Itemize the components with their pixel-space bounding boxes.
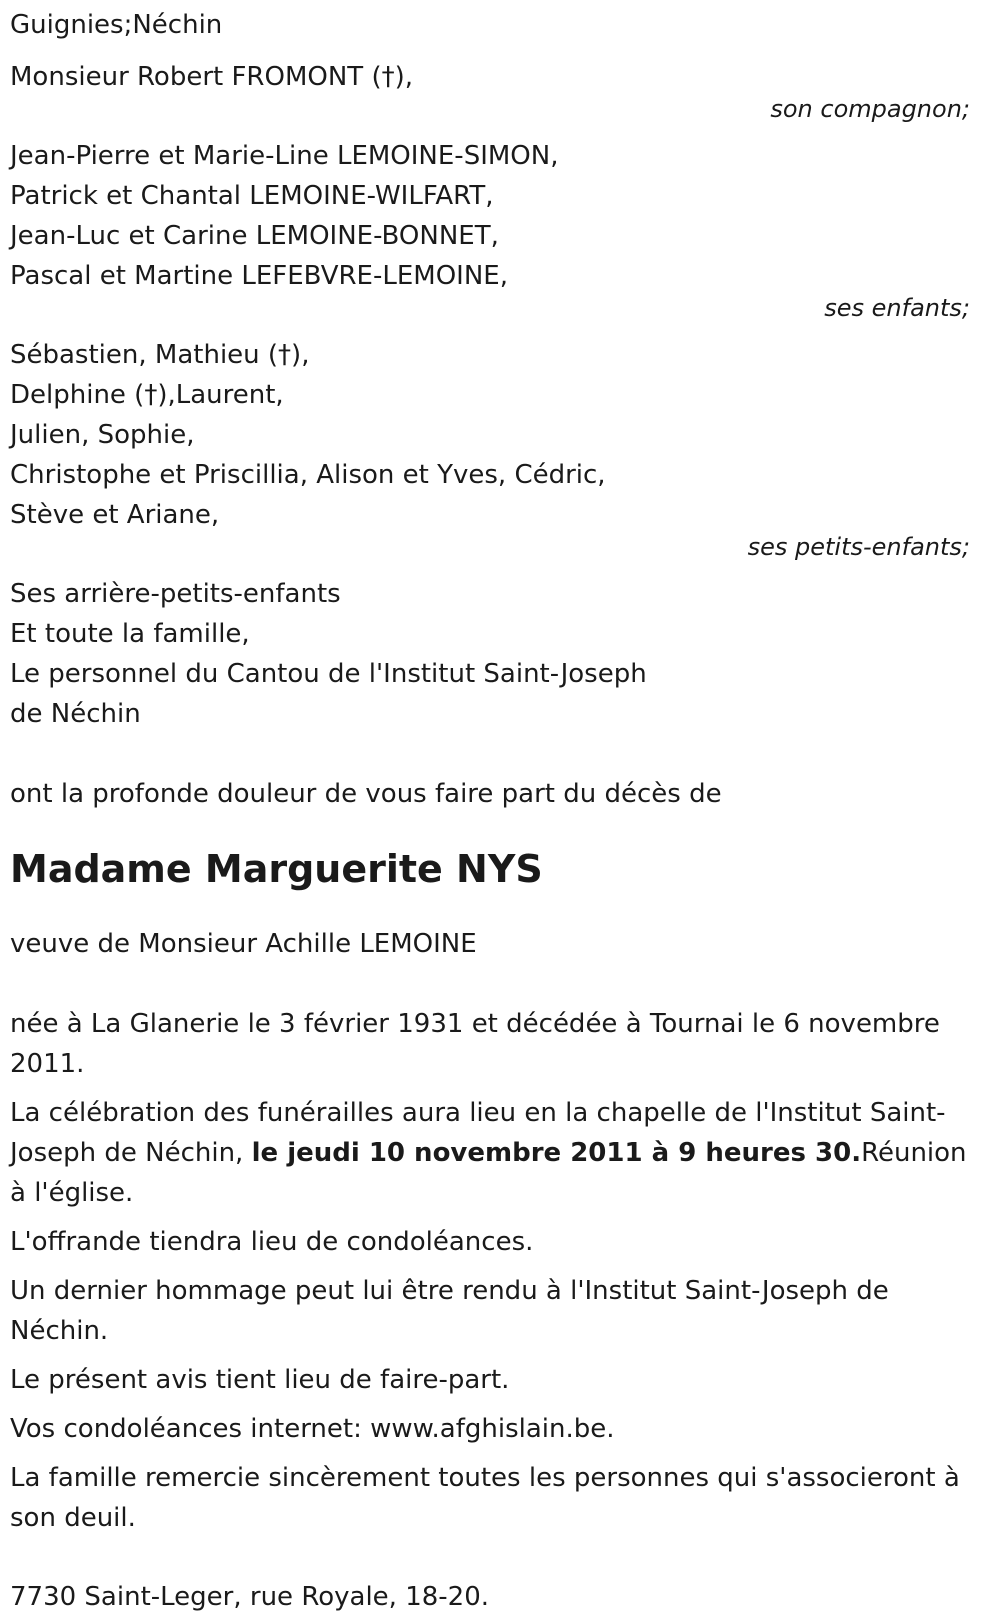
companion-section <box>10 57 970 124</box>
ceremony-meeting: Réunion à l'église. <box>10 1138 967 1208</box>
ceremony-text <box>10 1093 970 1213</box>
children-section <box>10 136 970 323</box>
grandchild-line: Julien, Sophie, <box>10 420 195 450</box>
grandchild-line: Sébastien, Mathieu (†), <box>10 340 310 370</box>
address-line: 7730 Saint-Leger, rue Royale, 18-20. <box>10 1582 490 1612</box>
grandchildren-relation: ses petits-enfants; <box>747 533 970 561</box>
companion-relation: son compagnon; <box>770 95 970 123</box>
offering-text: L'offrande tiendra lieu de condoléances. <box>10 1227 534 1257</box>
birth-death-text: née à La Glanerie le 3 février 1931 et décédée à Tournai le 6 novembre 2011. <box>10 1009 940 1079</box>
notice-text: Le présent avis tient lieu de faire-part. <box>10 1365 510 1395</box>
grandchild-line: Christophe et Priscillia, Alison et Yves, Cédric, <box>10 460 606 490</box>
companion-name: Monsieur Robert FROMONT (†), <box>10 62 413 92</box>
grandchild-line: Delphine (†),Laurent, <box>10 380 284 410</box>
family-line: Et toute la famille, <box>10 619 250 649</box>
family-line: de Néchin <box>10 699 141 729</box>
family-line: Ses arrière-petits-enfants <box>10 579 341 609</box>
location-line: Guignies;Néchin <box>10 10 223 40</box>
announcement-text: ont la profonde douleur de vous faire part du décès de <box>10 779 722 809</box>
ceremony-date: le jeudi 10 novembre 2011 à 9 heures 30. <box>251 1138 862 1168</box>
child-line: Patrick et Chantal LEMOINE-WILFART, <box>10 181 494 211</box>
child-line: Pascal et Martine LEFEBVRE-LEMOINE, <box>10 261 508 291</box>
grandchildren-section <box>10 335 970 562</box>
grandchild-line: Stève et Ariane, <box>10 500 220 530</box>
ceremony-place: La célébration des funérailles aura lieu en la chapelle de l'Institut Saint-Joseph de Néchin, <box>10 1098 946 1168</box>
others-section <box>10 574 970 734</box>
deceased-name: Madame Marguerite NYS <box>10 847 543 891</box>
child-line: Jean-Pierre et Marie-Line LEMOINE-SIMON, <box>10 141 559 171</box>
family-line: Le personnel du Cantou de l'Institut Saint-Joseph <box>10 659 647 689</box>
child-line: Jean-Luc et Carine LEMOINE-BONNET, <box>10 221 499 251</box>
condolences-text: Vos condoléances internet: www.afghislain.be. <box>10 1414 615 1444</box>
widow-of-line: veuve de Monsieur Achille LEMOINE <box>10 929 477 959</box>
children-relation: ses enfants; <box>824 294 970 322</box>
tribute-text: Un dernier hommage peut lui être rendu à l'Institut Saint-Joseph de Néchin. <box>10 1276 889 1346</box>
thanks-text: La famille remercie sincèrement toutes les personnes qui s'associeront à son deuil. <box>10 1463 960 1533</box>
